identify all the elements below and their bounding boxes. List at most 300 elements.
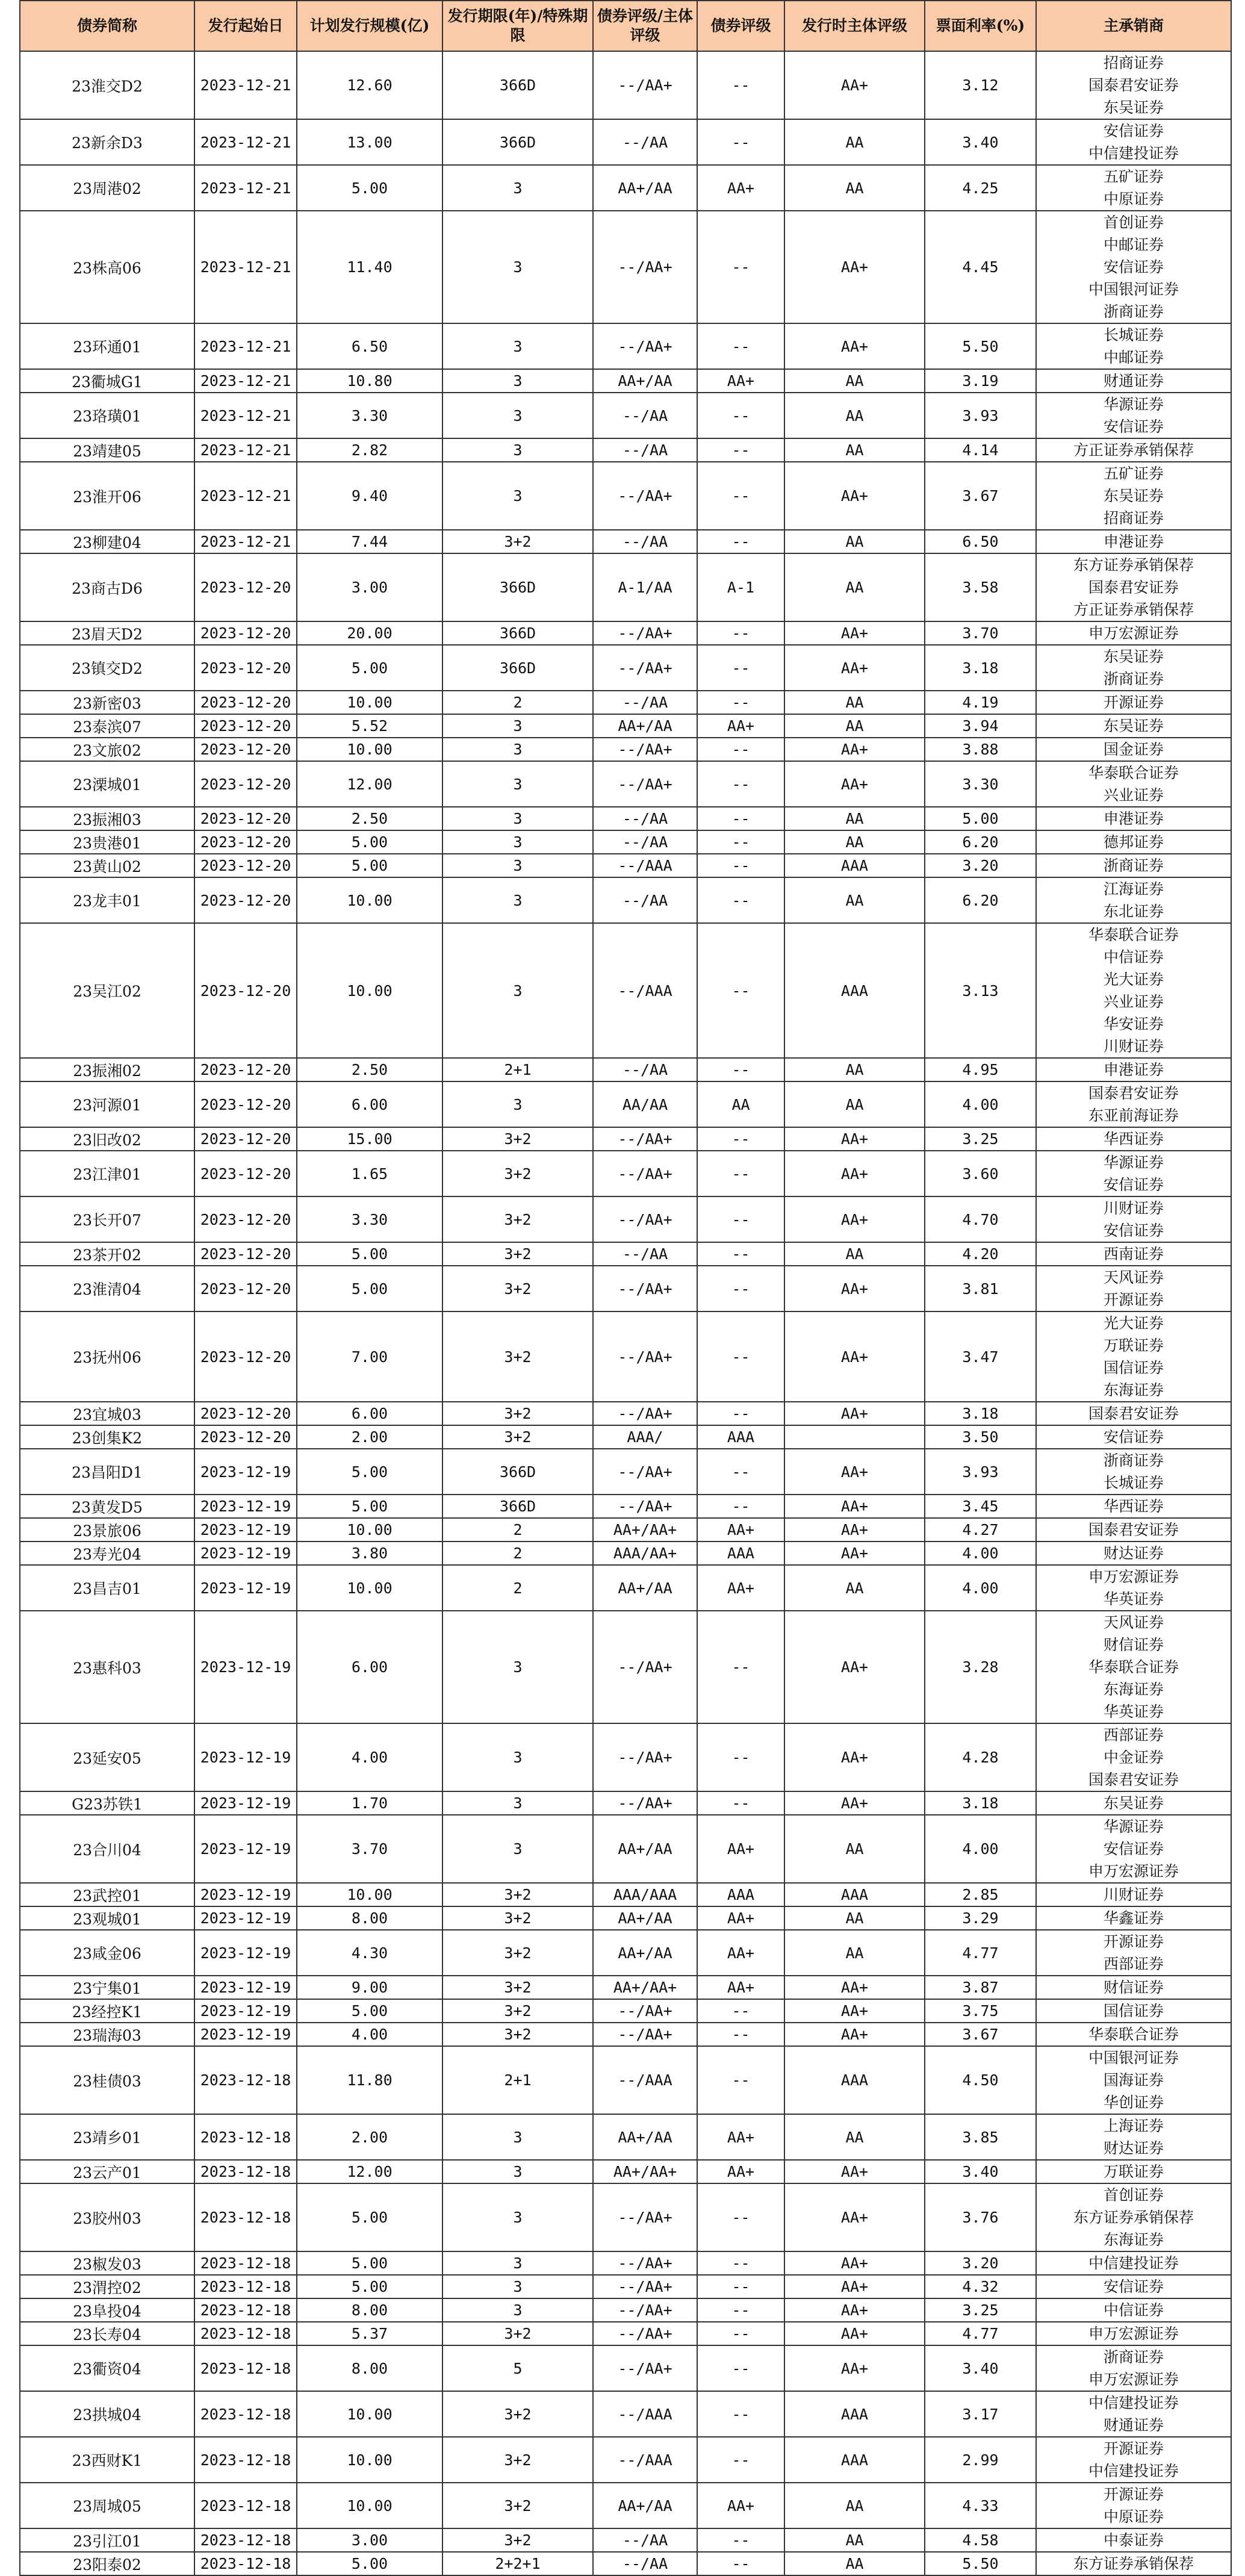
- table-row: [20, 1565, 1231, 1611]
- cell-bond-issuer-rating: --/AAA: [593, 854, 697, 877]
- cell-bond-rating: AA+: [697, 1518, 784, 1542]
- cell-term: 3+2: [442, 1266, 593, 1311]
- cell-issuer-rating: AA+: [784, 1976, 925, 1999]
- underwriter-name: 万联证券: [1103, 2163, 1164, 2180]
- table-row: [20, 1425, 1231, 1449]
- cell-issuer-rating: AA+: [784, 1196, 925, 1242]
- cell-coupon-rate: 4.58: [925, 2528, 1036, 2552]
- table-row: [20, 621, 1231, 645]
- cell-coupon-rate: 3.75: [925, 1999, 1036, 2023]
- cell-term: 2: [442, 1518, 593, 1542]
- cell-issue-date: 2023-12-20: [194, 1127, 297, 1151]
- cell-issuer-rating: AAA: [784, 2391, 925, 2437]
- cell-issuer-rating: AA+: [784, 645, 925, 691]
- cell-issue-size: 5.00: [297, 2183, 442, 2251]
- cell-coupon-rate: 3.19: [925, 369, 1036, 393]
- cell-bond-issuer-rating: --/AA: [593, 393, 697, 438]
- cell-coupon-rate: 3.17: [925, 2391, 1036, 2437]
- cell-bond-rating: --: [697, 1402, 784, 1425]
- cell-term: 3+2: [442, 1930, 593, 1976]
- cell-bond-name: G23苏铁1: [20, 1791, 194, 1815]
- cell-bond-name: 23贵港01: [20, 830, 194, 854]
- cell-bond-issuer-rating: AA+/AA: [593, 369, 697, 393]
- cell-bond-issuer-rating: --/AA+: [593, 645, 697, 691]
- cell-bond-rating: --: [697, 2251, 784, 2275]
- cell-term: 366D: [442, 1449, 593, 1495]
- cell-bond-issuer-rating: --/AA+: [593, 323, 697, 369]
- cell-issue-size: 3.80: [297, 1542, 442, 1565]
- underwriter-name: 德邦证券: [1103, 833, 1164, 851]
- cell-issue-date: 2023-12-18: [194, 2298, 297, 2322]
- cell-bond-name: 23淮交D2: [20, 51, 194, 119]
- cell-coupon-rate: 4.45: [925, 211, 1036, 323]
- cell-bond-name: 23昌阳D1: [20, 1449, 194, 1495]
- cell-issue-date: 2023-12-21: [194, 369, 297, 393]
- cell-term: 366D: [442, 553, 593, 621]
- underwriter-name: 国金证券: [1103, 741, 1164, 758]
- cell-term: 3: [442, 2251, 593, 2275]
- cell-bond-name: 23衢城G1: [20, 369, 194, 393]
- bond-issuance-table: [19, 0, 1232, 2576]
- cell-bond-name: 23茶开02: [20, 1242, 194, 1266]
- cell-bond-name: 23眉天D2: [20, 621, 194, 645]
- cell-issue-date: 2023-12-20: [194, 1058, 297, 1081]
- cell-issuer-rating: AA+: [784, 51, 925, 119]
- cell-term: 3: [442, 211, 593, 323]
- cell-issue-date: 2023-12-20: [194, 714, 297, 738]
- cell-issue-size: 3.00: [297, 2528, 442, 2552]
- underwriter-name: 中信建投证券: [1088, 145, 1179, 162]
- col-header-issue-size: 计划发行规模(亿): [297, 1, 442, 51]
- cell-bond-rating: AA+: [697, 1976, 784, 1999]
- underwriter-name: 天风证券: [1103, 1614, 1164, 1631]
- cell-bond-issuer-rating: --/AA+: [593, 1449, 697, 1495]
- cell-coupon-rate: 3.58: [925, 553, 1036, 621]
- cell-term: 3: [442, 393, 593, 438]
- cell-issue-date: 2023-12-20: [194, 830, 297, 854]
- cell-issuer-rating: AA+: [784, 1311, 925, 1402]
- cell-bond-issuer-rating: --/AA+: [593, 2298, 697, 2322]
- cell-bond-name: 23惠科03: [20, 1611, 194, 1723]
- cell-bond-rating: --: [697, 2552, 784, 2575]
- cell-issue-size: 3.00: [297, 553, 442, 621]
- table-row: [20, 1906, 1231, 1930]
- cell-issuer-rating: AA: [784, 1815, 925, 1883]
- cell-bond-rating: --: [697, 1449, 784, 1495]
- cell-issuer-rating: AA: [784, 1930, 925, 1976]
- cell-issue-size: 2.50: [297, 1058, 442, 1081]
- cell-issue-date: 2023-12-20: [194, 553, 297, 621]
- cell-lead-underwriter: [1036, 51, 1231, 119]
- cell-term: 3+2: [442, 1151, 593, 1196]
- cell-lead-underwriter: [1036, 830, 1231, 854]
- underwriter-name: 华创证券: [1103, 2094, 1164, 2111]
- cell-lead-underwriter: [1036, 2114, 1231, 2160]
- underwriter-name: 安信证券: [1103, 122, 1164, 140]
- table-row: [20, 1058, 1231, 1081]
- underwriter-name: 中原证券: [1103, 2508, 1164, 2525]
- cell-issuer-rating: AA: [784, 1565, 925, 1611]
- table-row: [20, 1883, 1231, 1906]
- table-row: [20, 1081, 1231, 1127]
- underwriter-name: 东方证券承销保荐: [1073, 2555, 1194, 2572]
- cell-lead-underwriter: [1036, 1081, 1231, 1127]
- cell-issue-date: 2023-12-18: [194, 2183, 297, 2251]
- table-row: [20, 165, 1231, 211]
- cell-term: 3: [442, 165, 593, 211]
- cell-bond-name: 23景旅06: [20, 1518, 194, 1542]
- table-row: [20, 1449, 1231, 1495]
- cell-coupon-rate: 3.94: [925, 714, 1036, 738]
- cell-issuer-rating: AAA: [784, 2437, 925, 2483]
- cell-term: 3: [442, 1723, 593, 1791]
- cell-coupon-rate: 3.70: [925, 621, 1036, 645]
- underwriter-name: 华泰联合证券: [1088, 1658, 1179, 1676]
- cell-lead-underwriter: [1036, 2023, 1231, 2046]
- underwriter-name: 中泰证券: [1103, 2531, 1164, 2549]
- cell-issuer-rating: AA+: [784, 1723, 925, 1791]
- cell-lead-underwriter: [1036, 691, 1231, 714]
- cell-term: 3: [442, 2298, 593, 2322]
- cell-bond-rating: AA+: [697, 2114, 784, 2160]
- col-header-issuer-rating: 发行时主体评级: [784, 1, 925, 51]
- cell-issue-size: 10.00: [297, 2437, 442, 2483]
- cell-bond-name: 23龙丰01: [20, 877, 194, 923]
- cell-term: 3: [442, 2183, 593, 2251]
- cell-bond-issuer-rating: --/AA: [593, 691, 697, 714]
- cell-issuer-rating: AA: [784, 165, 925, 211]
- table-row: [20, 1791, 1231, 1815]
- cell-bond-issuer-rating: --/AA+: [593, 1311, 697, 1402]
- underwriter-name: 中信建投证券: [1088, 2254, 1179, 2272]
- cell-issue-date: 2023-12-19: [194, 1883, 297, 1906]
- cell-issue-date: 2023-12-19: [194, 1930, 297, 1976]
- cell-lead-underwriter: [1036, 211, 1231, 323]
- cell-lead-underwriter: [1036, 807, 1231, 830]
- cell-issuer-rating: AA+: [784, 761, 925, 807]
- cell-issuer-rating: AA+: [784, 2183, 925, 2251]
- cell-bond-rating: --: [697, 1196, 784, 1242]
- cell-term: 3: [442, 761, 593, 807]
- cell-issue-date: 2023-12-18: [194, 2160, 297, 2183]
- cell-issue-size: 12.00: [297, 761, 442, 807]
- cell-bond-rating: --: [697, 393, 784, 438]
- underwriter-name: 申万宏源证券: [1088, 624, 1179, 642]
- cell-issue-size: 4.30: [297, 1930, 442, 1976]
- cell-bond-name: 23桂债03: [20, 2046, 194, 2114]
- underwriter-name: 华泰联合证券: [1088, 2026, 1179, 2043]
- cell-bond-issuer-rating: AA+/AA: [593, 1930, 697, 1976]
- cell-bond-issuer-rating: AA/AA: [593, 1081, 697, 1127]
- cell-lead-underwriter: [1036, 323, 1231, 369]
- cell-issue-size: 7.44: [297, 530, 442, 553]
- cell-lead-underwriter: [1036, 1058, 1231, 1081]
- cell-bond-name: 23镇交D2: [20, 645, 194, 691]
- cell-bond-rating: --: [697, 621, 784, 645]
- cell-term: 2+1: [442, 2046, 593, 2114]
- cell-term: 3+2: [442, 2391, 593, 2437]
- cell-lead-underwriter: [1036, 1611, 1231, 1723]
- cell-issue-date: 2023-12-20: [194, 923, 297, 1058]
- cell-issuer-rating: AA+: [784, 1495, 925, 1518]
- cell-bond-name: 23江津01: [20, 1151, 194, 1196]
- cell-term: 2: [442, 691, 593, 714]
- table-row: [20, 2322, 1231, 2345]
- cell-lead-underwriter: [1036, 438, 1231, 462]
- cell-issuer-rating: AA+: [784, 2160, 925, 2183]
- cell-coupon-rate: 4.00: [925, 1815, 1036, 1883]
- cell-issue-size: 5.00: [297, 2275, 442, 2298]
- cell-bond-issuer-rating: --/AA: [593, 530, 697, 553]
- cell-bond-name: 23衢资04: [20, 2345, 194, 2391]
- cell-bond-rating: --: [697, 877, 784, 923]
- cell-coupon-rate: 4.14: [925, 438, 1036, 462]
- cell-term: 3: [442, 438, 593, 462]
- underwriter-name: 东吴证券: [1103, 99, 1164, 116]
- cell-lead-underwriter: [1036, 877, 1231, 923]
- cell-coupon-rate: 4.00: [925, 1542, 1036, 1565]
- cell-coupon-rate: 6.20: [925, 830, 1036, 854]
- cell-term: 3+2: [442, 2483, 593, 2528]
- underwriter-name: 华泰联合证券: [1088, 926, 1179, 944]
- cell-coupon-rate: 2.99: [925, 2437, 1036, 2483]
- cell-issue-size: 4.00: [297, 1723, 442, 1791]
- cell-coupon-rate: 3.28: [925, 1611, 1036, 1723]
- cell-coupon-rate: 4.70: [925, 1196, 1036, 1242]
- cell-lead-underwriter: [1036, 1883, 1231, 1906]
- cell-coupon-rate: 3.18: [925, 1791, 1036, 1815]
- cell-issue-date: 2023-12-18: [194, 2437, 297, 2483]
- cell-issuer-rating: AA+: [784, 1266, 925, 1311]
- cell-issue-date: 2023-12-19: [194, 1542, 297, 1565]
- col-header-lead-underwriter: 主承销商: [1036, 1, 1231, 51]
- table-row: [20, 2391, 1231, 2437]
- cell-bond-name: 23振湘02: [20, 1058, 194, 1081]
- underwriter-name: 申万宏源证券: [1088, 1862, 1179, 1880]
- table-row: [20, 393, 1231, 438]
- cell-term: 3+2: [442, 1976, 593, 1999]
- table-row: [20, 714, 1231, 738]
- cell-issuer-rating: AA: [784, 714, 925, 738]
- cell-lead-underwriter: [1036, 2160, 1231, 2183]
- cell-bond-rating: --: [697, 1151, 784, 1196]
- cell-issue-date: 2023-12-18: [194, 2528, 297, 2552]
- cell-issuer-rating: AA+: [784, 2298, 925, 2322]
- cell-bond-name: 23淮开06: [20, 462, 194, 530]
- cell-issue-date: 2023-12-20: [194, 738, 297, 761]
- cell-lead-underwriter: [1036, 1266, 1231, 1311]
- table-row: [20, 1266, 1231, 1311]
- cell-issuer-rating: AA: [784, 119, 925, 165]
- cell-lead-underwriter: [1036, 854, 1231, 877]
- cell-issue-size: 5.00: [297, 1266, 442, 1311]
- cell-issue-date: 2023-12-19: [194, 1723, 297, 1791]
- underwriter-name: 川财证券: [1103, 1886, 1164, 1903]
- cell-bond-issuer-rating: --/AA: [593, 1242, 697, 1266]
- cell-bond-issuer-rating: --/AA: [593, 877, 697, 923]
- underwriter-name: 浙商证券: [1103, 1452, 1164, 1469]
- underwriter-name: 川财证券: [1103, 1038, 1164, 1055]
- cell-issue-date: 2023-12-19: [194, 1495, 297, 1518]
- underwriter-name: 国信证券: [1103, 1359, 1164, 1377]
- cell-lead-underwriter: [1036, 1425, 1231, 1449]
- cell-bond-name: 23宁集01: [20, 1976, 194, 1999]
- cell-issue-size: 5.00: [297, 2552, 442, 2575]
- cell-bond-name: 23珞璜01: [20, 393, 194, 438]
- table-row: [20, 830, 1231, 854]
- cell-bond-issuer-rating: --/AAA: [593, 2046, 697, 2114]
- cell-bond-name: 23拱城04: [20, 2391, 194, 2437]
- underwriter-name: 中邮证券: [1103, 236, 1164, 254]
- cell-bond-rating: --: [697, 530, 784, 553]
- cell-bond-rating: --: [697, 1266, 784, 1311]
- cell-issue-size: 5.00: [297, 1495, 442, 1518]
- cell-bond-issuer-rating: AA+/AA+: [593, 2160, 697, 2183]
- cell-issue-size: 8.00: [297, 2298, 442, 2322]
- table-row: [20, 1518, 1231, 1542]
- cell-issue-date: 2023-12-18: [194, 2483, 297, 2528]
- underwriter-name: 华源证券: [1103, 396, 1164, 413]
- table-row: [20, 530, 1231, 553]
- underwriter-name: 东方证券承销保荐: [1073, 2209, 1194, 2226]
- cell-bond-rating: --: [697, 1791, 784, 1815]
- table-row: [20, 1815, 1231, 1883]
- cell-issue-date: 2023-12-19: [194, 2023, 297, 2046]
- cell-term: 3+2: [442, 1883, 593, 1906]
- cell-issuer-rating: AA: [784, 369, 925, 393]
- cell-issue-date: 2023-12-20: [194, 1151, 297, 1196]
- cell-bond-issuer-rating: --/AA+: [593, 621, 697, 645]
- cell-issuer-rating: AA: [784, 2552, 925, 2575]
- underwriter-name: 上海证券: [1103, 2117, 1164, 2135]
- cell-bond-name: 23观城01: [20, 1906, 194, 1930]
- table-row: [20, 1723, 1231, 1791]
- table-row: [20, 1242, 1231, 1266]
- cell-lead-underwriter: [1036, 2298, 1231, 2322]
- cell-term: 3: [442, 2114, 593, 2160]
- cell-lead-underwriter: [1036, 1723, 1231, 1791]
- cell-coupon-rate: 5.50: [925, 323, 1036, 369]
- cell-bond-rating: AAA: [697, 1542, 784, 1565]
- cell-issue-size: 6.50: [297, 323, 442, 369]
- cell-issuer-rating: AA: [784, 530, 925, 553]
- cell-bond-issuer-rating: AA+/AA: [593, 165, 697, 211]
- bond-issuance-table-wrapper: [19, 0, 1231, 2576]
- cell-bond-name: 23柳建04: [20, 530, 194, 553]
- underwriter-name: 安信证券: [1103, 1428, 1164, 1446]
- cell-issue-size: 10.00: [297, 1518, 442, 1542]
- underwriter-name: 华安证券: [1103, 1015, 1164, 1033]
- cell-lead-underwriter: [1036, 2183, 1231, 2251]
- cell-term: 3: [442, 714, 593, 738]
- cell-issuer-rating: AA+: [784, 1611, 925, 1723]
- cell-coupon-rate: 4.00: [925, 1081, 1036, 1127]
- cell-lead-underwriter: [1036, 1542, 1231, 1565]
- cell-issue-date: 2023-12-19: [194, 1791, 297, 1815]
- underwriter-name: 开源证券: [1103, 694, 1164, 711]
- underwriter-name: 首创证券: [1103, 214, 1164, 231]
- cell-coupon-rate: 4.50: [925, 2046, 1036, 2114]
- cell-bond-name: 23环通01: [20, 323, 194, 369]
- table-row: [20, 1196, 1231, 1242]
- cell-issue-size: 2.82: [297, 438, 442, 462]
- cell-bond-name: 23长开07: [20, 1196, 194, 1242]
- cell-issue-size: 10.00: [297, 1883, 442, 1906]
- underwriter-name: 长城证券: [1103, 326, 1164, 344]
- cell-bond-name: 23旧改02: [20, 1127, 194, 1151]
- cell-issuer-rating: AA: [784, 2483, 925, 2528]
- cell-issuer-rating: AA: [784, 553, 925, 621]
- underwriter-name: 财通证券: [1103, 372, 1164, 390]
- cell-bond-rating: --: [697, 738, 784, 761]
- cell-bond-name: 23黄山02: [20, 854, 194, 877]
- cell-issue-size: 10.00: [297, 2483, 442, 2528]
- cell-coupon-rate: 4.77: [925, 1930, 1036, 1976]
- underwriter-name: 申港证券: [1103, 810, 1164, 827]
- cell-lead-underwriter: [1036, 1518, 1231, 1542]
- cell-issue-size: 3.30: [297, 1196, 442, 1242]
- table-row: [20, 2046, 1231, 2114]
- underwriter-name: 安信证券: [1103, 1840, 1164, 1858]
- cell-term: 366D: [442, 51, 593, 119]
- cell-term: 3+2: [442, 1999, 593, 2023]
- col-header-coupon-rate: 票面利率(%): [925, 1, 1036, 51]
- cell-issue-date: 2023-12-18: [194, 2114, 297, 2160]
- underwriter-name: 浙商证券: [1103, 857, 1164, 874]
- cell-issuer-rating: AA+: [784, 1402, 925, 1425]
- underwriter-name: 国信证券: [1103, 2002, 1164, 2020]
- underwriter-name: 首创证券: [1103, 2186, 1164, 2204]
- underwriter-name: 方正证券承销保荐: [1073, 441, 1194, 459]
- table-row: [20, 691, 1231, 714]
- underwriter-name: 中信建投证券: [1088, 2462, 1179, 2480]
- table-header-row: [20, 1, 1231, 51]
- cell-bond-issuer-rating: --/AA+: [593, 2322, 697, 2345]
- cell-coupon-rate: 3.20: [925, 2251, 1036, 2275]
- cell-term: 3: [442, 369, 593, 393]
- cell-lead-underwriter: [1036, 2483, 1231, 2528]
- cell-bond-rating: --: [697, 645, 784, 691]
- cell-issue-size: 4.00: [297, 2023, 442, 2046]
- cell-coupon-rate: 3.25: [925, 2298, 1036, 2322]
- cell-lead-underwriter: [1036, 1311, 1231, 1402]
- cell-issuer-rating: AA+: [784, 2023, 925, 2046]
- table-row: [20, 738, 1231, 761]
- underwriter-name: 安信证券: [1103, 258, 1164, 276]
- cell-bond-rating: --: [697, 1127, 784, 1151]
- cell-term: 3+2: [442, 1127, 593, 1151]
- table-row: [20, 1930, 1231, 1976]
- cell-issue-date: 2023-12-20: [194, 877, 297, 923]
- underwriter-name: 华西证券: [1103, 1130, 1164, 1148]
- cell-issue-size: 2.50: [297, 807, 442, 830]
- cell-lead-underwriter: [1036, 1449, 1231, 1495]
- table-row: [20, 119, 1231, 165]
- underwriter-name: 天风证券: [1103, 1269, 1164, 1286]
- col-header-bond-rating: 债券评级: [697, 1, 784, 51]
- cell-bond-name: 23文旅02: [20, 738, 194, 761]
- underwriter-name: 东海证券: [1103, 1681, 1164, 1698]
- cell-bond-name: 23椒发03: [20, 2251, 194, 2275]
- cell-bond-rating: AA+: [697, 1906, 784, 1930]
- underwriter-name: 开源证券: [1103, 1933, 1164, 1950]
- cell-term: 3+2: [442, 1196, 593, 1242]
- cell-issue-date: 2023-12-20: [194, 1311, 297, 1402]
- cell-term: 2: [442, 1565, 593, 1611]
- underwriter-name: 西南证券: [1103, 1245, 1164, 1263]
- cell-coupon-rate: 4.19: [925, 691, 1036, 714]
- cell-term: 2+2+1: [442, 2552, 593, 2575]
